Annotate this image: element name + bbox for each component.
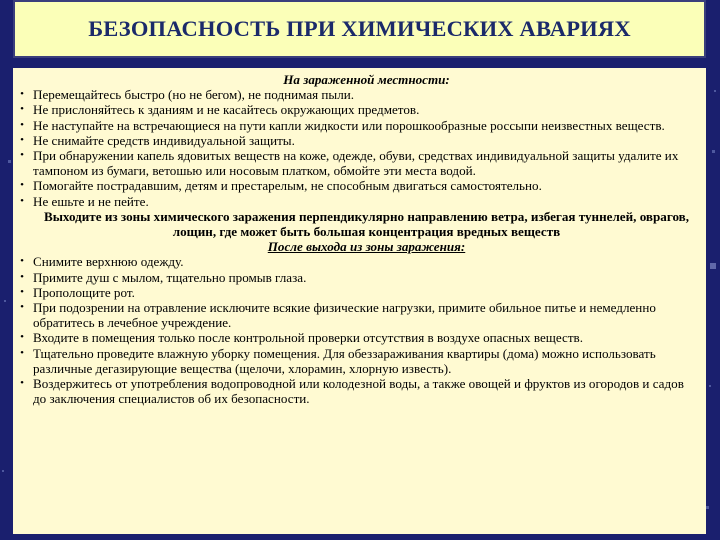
list-item-text: Прополощите рот. (33, 284, 135, 300)
bullet-icon: • (20, 285, 24, 298)
list-item-text: Помогайте пострадавшим, детям и престарелым, не способным двигаться самостоятельно. (33, 178, 542, 194)
bullet-icon: • (20, 118, 24, 131)
list-item-text: Снимите верхнюю одежду. (33, 254, 184, 270)
decorative-sparkle (8, 160, 11, 163)
bullet-icon: • (20, 301, 24, 314)
list-item-text: Не прислоняйтесь к зданиям и не касайтесь окружающих предметов. (33, 102, 420, 118)
list-item-text: При обнаружении капель ядовитых веществ на коже, одежде, обуви, средствах индивидуальной защиты удалите их тампоном из бумаги, ветошью или носовым платком, обмойте эти места водой. (33, 148, 679, 179)
list-item (20, 300, 700, 331)
list-item-text: Не ешьте и не пейте. (33, 193, 149, 209)
bullet-icon: • (20, 255, 24, 268)
decorative-sparkle (706, 506, 709, 509)
list-item-text: Не снимайте средств индивидуальной защиты. (33, 132, 295, 148)
decorative-sparkle (712, 150, 715, 153)
list-item (20, 254, 700, 270)
list-item (20, 102, 700, 118)
list-item (20, 87, 700, 103)
decorative-sparkle (2, 470, 4, 472)
bullet-icon: • (20, 331, 24, 344)
after-exit-list (20, 254, 700, 407)
decorative-sparkle (714, 90, 716, 92)
list-item (20, 269, 700, 285)
section-heading-after-exit: После выхода из зоны заражения: (267, 239, 466, 255)
list-item (20, 148, 700, 179)
bullet-icon: • (20, 377, 24, 390)
bullet-icon: • (20, 270, 24, 283)
bullet-icon: • (20, 194, 24, 207)
list-item-text: При подозрении на отравление исключите всякие физические нагрузки, примите обильное питье и немедленно обратитесь в лечебное учреждение. (33, 300, 656, 331)
slide-title-box (13, 0, 706, 58)
list-item-text: Входите в помещения только после контрольной проверки отсутствия в воздухе опасных веществ. (33, 330, 583, 346)
bullet-icon: • (20, 103, 24, 116)
list-item (20, 132, 700, 148)
decorative-sparkle (4, 300, 6, 302)
list-item-text: Воздержитесь от употребления водопроводной или колодезной воды, а также овощей и фруктов из огородов и садов до заключения специалистов об их безопасности. (33, 376, 684, 407)
bullet-icon: • (20, 88, 24, 101)
bullet-icon: • (20, 179, 24, 192)
list-item-text: Тщательно проведите влажную уборку помещения. Для обеззараживания квартиры (дома) можно использовать различные дегазирующие вещества (щелочи, хлорамин, хлорную известь). (33, 345, 656, 376)
list-item (20, 178, 700, 194)
decorative-sparkle (710, 263, 716, 269)
contaminated-area-list (20, 87, 700, 209)
list-item-text: Перемещайтесь быстро (но не бегом), не поднимая пыли. (33, 87, 355, 103)
bullet-icon: • (20, 346, 24, 359)
bullet-icon: • (20, 149, 24, 162)
list-item-text: Не наступайте на встречающиеся на пути капли жидкости или порошкообразные россыпи неизвестных веществ. (33, 117, 665, 133)
slide-content (13, 68, 706, 534)
list-item (20, 376, 700, 407)
section-heading-contaminated-area: На зараженной местности: (283, 72, 450, 87)
bullet-icon: • (20, 133, 24, 146)
slide-title: БЕЗОПАСНОСТЬ ПРИ ХИМИЧЕСКИХ АВАРИЯХ (88, 16, 631, 41)
exit-zone-warning: Выходите из зоны химического заражения перпендикулярно направлению ветра, избегая туннелей, оврагов, лощин, где может быть большая концентрация вредных веществ (43, 208, 690, 240)
decorative-sparkle (709, 385, 711, 387)
list-item (20, 330, 700, 346)
list-item-text: Примите душ с мылом, тщательно промыв глаза. (33, 269, 307, 285)
list-item (20, 193, 700, 209)
list-item (20, 345, 700, 376)
list-item (20, 117, 700, 133)
list-item (20, 284, 700, 300)
